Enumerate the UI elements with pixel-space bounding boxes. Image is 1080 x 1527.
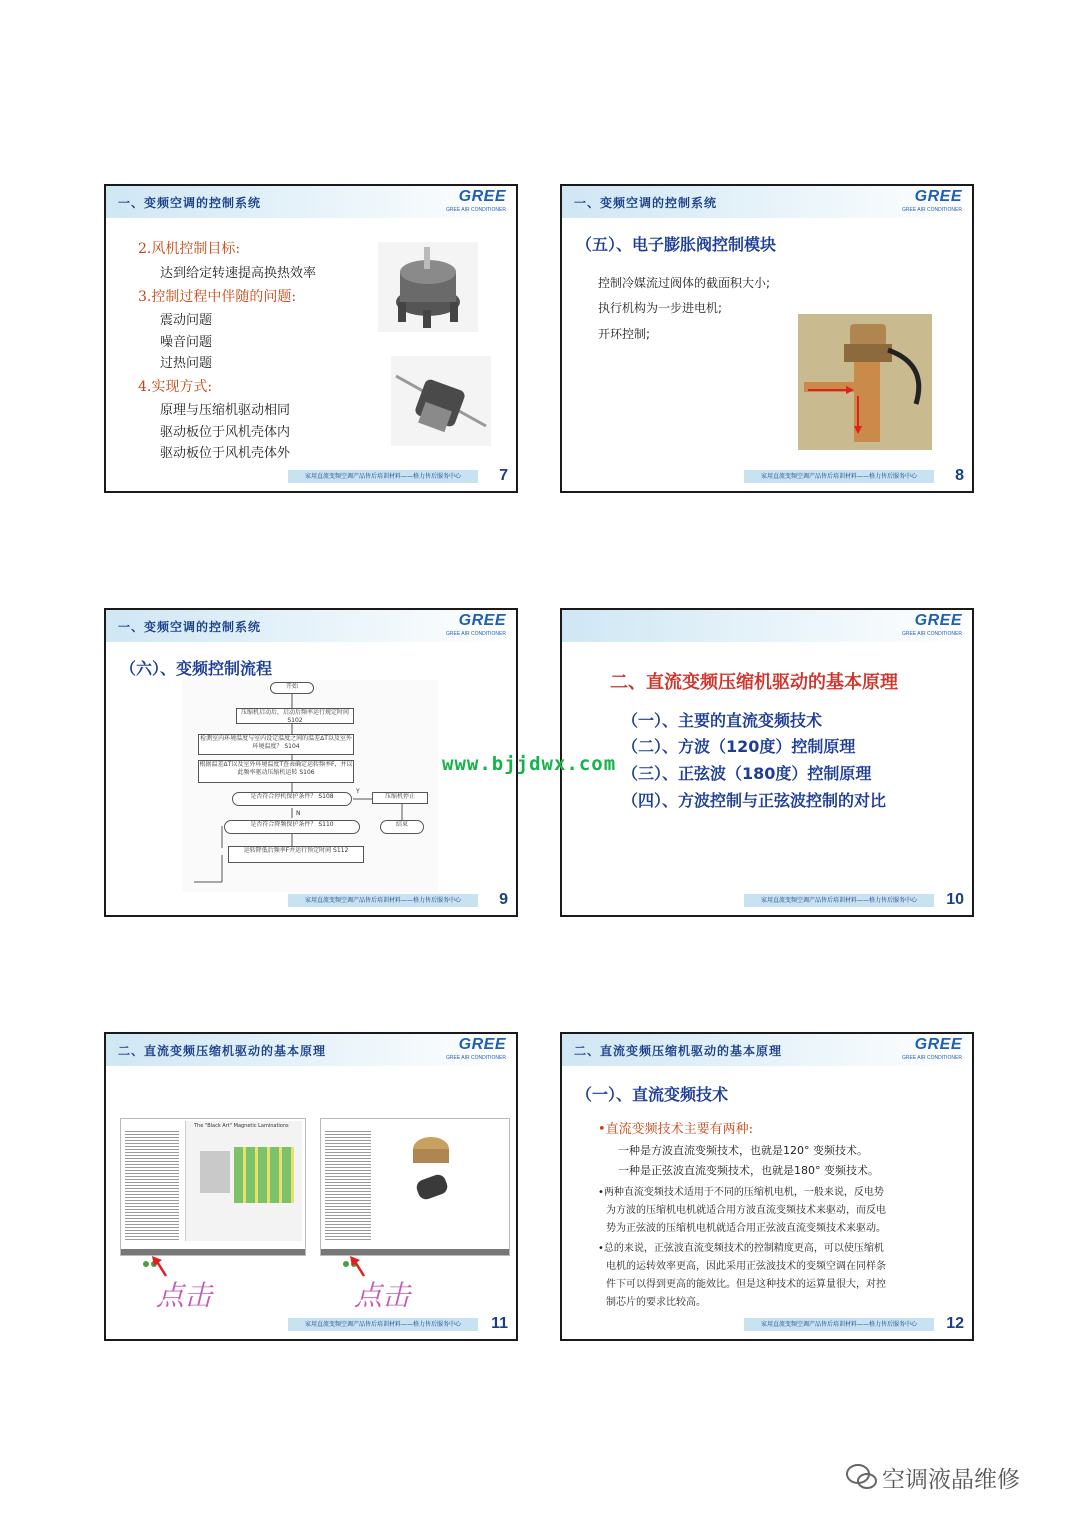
footer-bar: 家用直流变频空调产品售后培训材料——格力售后服务中心 bbox=[288, 1318, 478, 1331]
slide-heading: （六）、变频控制流程 bbox=[120, 659, 273, 678]
item-line: 达到给定转速提高换热效率 bbox=[160, 266, 317, 281]
para-line: 为方波的压缩机电机就适合用方波直流变频技术来驱动，而反电 bbox=[606, 1205, 886, 1216]
topic-line: （三）、正弦波（180度）控制原理 bbox=[622, 764, 872, 783]
flow-decision: 是否符合降频保护条件？ S110 bbox=[224, 820, 360, 834]
click-label: 点击 bbox=[354, 1279, 411, 1312]
section-title: 二、直流变频压缩机驱动的基本原理 bbox=[574, 1044, 783, 1058]
footer-bar: 家用直流变频空调产品售后培训材料——格力售后服务中心 bbox=[288, 470, 478, 483]
flow-yes-label: Y bbox=[356, 788, 360, 795]
slide-header bbox=[106, 186, 516, 218]
gree-logo: GREE GREE AIR CONDITIONER bbox=[901, 1036, 962, 1061]
section-title: 一、变频空调的控制系统 bbox=[574, 196, 718, 210]
slide-heading: 二、直流变频压缩机驱动的基本原理 bbox=[610, 672, 898, 693]
footer-bar: 家用直流变频空调产品售后培训材料——格力售后服务中心 bbox=[288, 894, 478, 907]
slide-10 bbox=[560, 608, 974, 917]
wechat-icon bbox=[846, 1462, 878, 1492]
slide-11 bbox=[104, 1032, 518, 1341]
rotor-image bbox=[401, 1131, 461, 1211]
section-title: 一、变频空调的控制系统 bbox=[118, 620, 262, 634]
doc-page bbox=[185, 1121, 302, 1241]
page-number: 12 bbox=[946, 1315, 964, 1332]
item-line: 驱动板位于风机壳体外 bbox=[160, 446, 291, 461]
click-label: 点击 bbox=[156, 1279, 213, 1312]
flow-step: 检测室内环境温度与室内设定温度之间的温差ΔT以及室外环境温度？ S104 bbox=[198, 734, 354, 755]
page-number: 8 bbox=[955, 467, 964, 484]
flow-step: 压缩机启动后，启动后频率运行规定时间 S102 bbox=[236, 708, 354, 724]
doc-title: The "Black Art" Magnetic Laminations bbox=[194, 1123, 289, 1129]
para-line: 件下可以得到更高的能效比。但是这种技术的运算量很大，对控 bbox=[606, 1279, 886, 1290]
content-line: 开环控制; bbox=[598, 327, 651, 341]
slide-8 bbox=[560, 184, 974, 493]
account-name: 空调液晶维修 bbox=[882, 1467, 1020, 1493]
slide-7 bbox=[104, 184, 518, 493]
topic-line: （四）、方波控制与正弦波控制的对比 bbox=[622, 791, 887, 810]
para-line: •总的来说，正弦波直流变频技术的控制精度更高，可以使压缩机 bbox=[598, 1243, 884, 1254]
section-title: 二、直流变频压缩机驱动的基本原理 bbox=[118, 1044, 327, 1058]
doc-text-column bbox=[325, 1129, 371, 1241]
gree-logo: GREE GREE AIR CONDITIONER bbox=[901, 612, 962, 637]
flow-end: 结束 bbox=[380, 820, 424, 834]
page-number: 9 bbox=[499, 891, 508, 908]
expansion-valve-image bbox=[798, 314, 932, 450]
flow-step: 根据温差ΔT以及室外环境温度T查表确定运转频率F，并以此频率驱动压缩机运转 S106 bbox=[198, 760, 354, 783]
item-line: 噪音问题 bbox=[160, 335, 213, 350]
slide-header bbox=[106, 1034, 516, 1066]
page-number: 10 bbox=[946, 891, 964, 908]
fan-motor-image bbox=[378, 242, 478, 332]
bullet-head: •直流变频技术主要有两种: bbox=[598, 1122, 754, 1137]
slide-header bbox=[562, 1034, 972, 1066]
slide-header bbox=[562, 610, 972, 642]
slide-heading: （一）、直流变频技术 bbox=[576, 1085, 729, 1104]
lamination-image bbox=[200, 1151, 230, 1193]
gree-logo: GREE GREE AIR CONDITIONER bbox=[901, 188, 962, 213]
flow-stop: 压缩机停止 bbox=[372, 792, 428, 804]
item-head: 3.控制过程中伴随的问题: bbox=[138, 289, 297, 305]
topic-line: （二）、方波（120度）控制原理 bbox=[622, 737, 856, 756]
sub-line: 一种是方波直流变频技术，也就是120° 变频技术。 bbox=[618, 1144, 868, 1157]
item-head: 2.风机控制目标: bbox=[138, 241, 241, 257]
gree-logo: GREE GREE AIR CONDITIONER bbox=[445, 612, 506, 637]
watermark-url: www.bjjdwx.com bbox=[442, 753, 617, 775]
flow-step: 运转降低后频率F并运行预定时间 S112 bbox=[228, 846, 364, 863]
item-line: 震动问题 bbox=[160, 313, 213, 328]
section-title: 一、变频空调的控制系统 bbox=[118, 196, 262, 210]
fan-motor-driver-image bbox=[391, 356, 491, 446]
flowchart bbox=[182, 680, 438, 892]
item-head: 4.实现方式: bbox=[138, 379, 213, 395]
footer-bar: 家用直流变频空调产品售后培训材料——格力售后服务中心 bbox=[744, 470, 934, 483]
slide-header bbox=[562, 186, 972, 218]
doc-screenshot-left bbox=[120, 1118, 306, 1256]
para-line: •两种直流变频技术适用于不同的压缩机电机，一般来说，反电势 bbox=[598, 1187, 884, 1198]
sub-line: 一种是正弦波直流变频技术，也就是180° 变频技术。 bbox=[618, 1164, 879, 1177]
slide-12 bbox=[560, 1032, 974, 1341]
footer-bar: 家用直流变频空调产品售后培训材料——格力售后服务中心 bbox=[744, 894, 934, 907]
gree-logo: GREE GREE AIR CONDITIONER bbox=[445, 1036, 506, 1061]
slide-header bbox=[106, 610, 516, 642]
item-line: 驱动板位于风机壳体内 bbox=[160, 425, 291, 440]
viewer-bar bbox=[121, 1249, 305, 1255]
flow-no-label: N bbox=[296, 810, 301, 817]
para-line: 电机的运转效率更高，因此采用正弦波技术的变频空调在同样条 bbox=[606, 1261, 886, 1272]
content-line: 控制冷媒流过阀体的截面积大小; bbox=[598, 276, 771, 290]
item-line: 过热问题 bbox=[160, 356, 213, 371]
nav-prev-button[interactable] bbox=[143, 1261, 149, 1267]
para-line: 势为正弦波的压缩机电机就适合用正弦波直流变频技术来驱动。 bbox=[606, 1223, 886, 1234]
doc-text-column bbox=[125, 1129, 179, 1241]
footer-bar: 家用直流变频空调产品售后培训材料——格力售后服务中心 bbox=[744, 1318, 934, 1331]
data-table bbox=[234, 1147, 294, 1203]
gree-logo: GREE GREE AIR CONDITIONER bbox=[445, 188, 506, 213]
page-number: 11 bbox=[491, 1315, 508, 1332]
para-line: 制芯片的要求比较高。 bbox=[606, 1297, 706, 1308]
page-number: 7 bbox=[499, 467, 508, 484]
content-line: 执行机构为一步进电机; bbox=[598, 301, 723, 315]
doc-screenshot-right bbox=[320, 1118, 510, 1256]
slide-heading: （五）、电子膨胀阀控制模块 bbox=[576, 235, 777, 254]
flow-decision: 是否符合停机保护条件？ S108 bbox=[232, 792, 352, 806]
flow-start: 开始 bbox=[270, 682, 314, 694]
item-line: 原理与压缩机驱动相同 bbox=[160, 403, 291, 418]
topic-line: （一）、主要的直流变频技术 bbox=[622, 711, 823, 730]
